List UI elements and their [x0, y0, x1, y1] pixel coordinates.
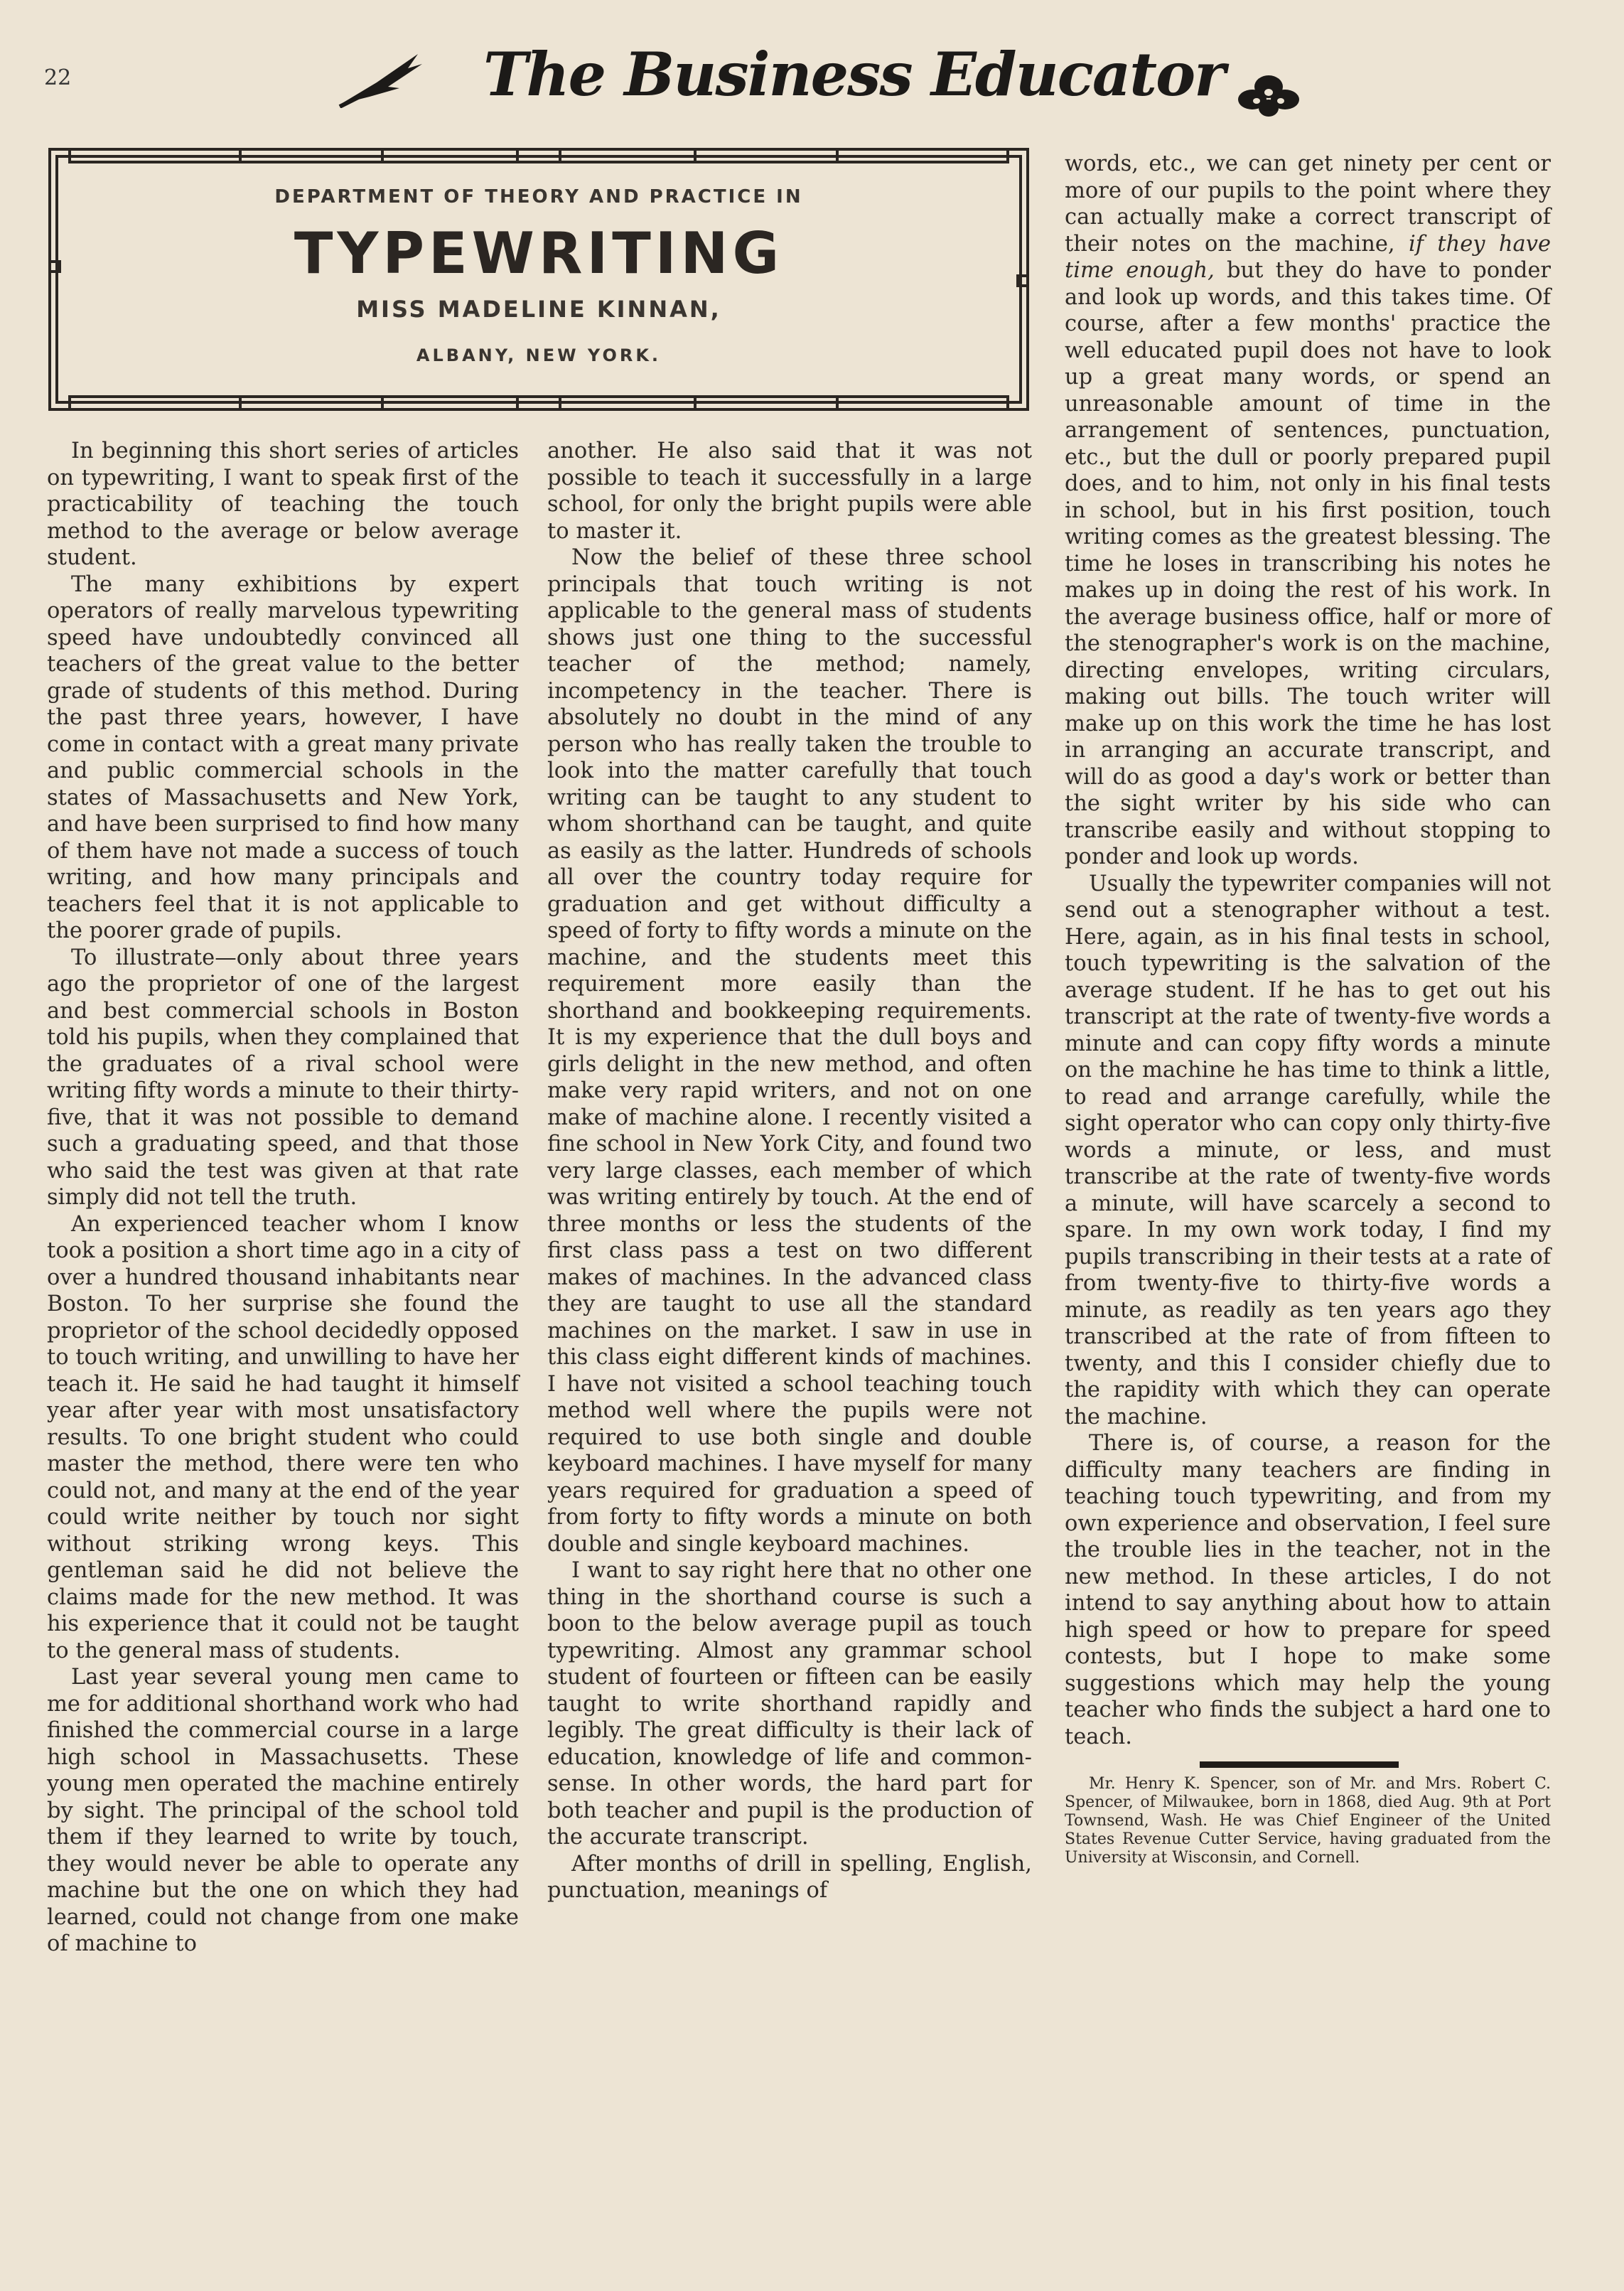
department-label: DEPARTMENT OF THEORY AND PRACTICE IN — [274, 186, 803, 208]
paragraph — [1065, 151, 1551, 871]
paragraph: another. He also said that it was not possible to teach it successfully in a large school, for only the bright pupils were able to master it. — [547, 439, 1032, 544]
paragraph: Usually the typewriter companies will not send out a stenographer without a test. Here, again, as in his final tests in school, touch typewriting is the salvation of the average student. If he has to get out his transcript at the rate of twenty-five words a minute and can copy fifty words a minute on the machine he has time to think a little, to read and arrange carefully, while the sight operator who can copy only thirty-five words a minute, or less, and must transcribe at the rate of twenty-five words a minute, will have scarcely a second to spare. In my own work today, I find my pupils transcribing in their tests at a rate of from twenty-five to thirty-five words a minute, as readily as ten years ago they transcribed at the rate of from fifteen to twenty, and this I consider chiefly due to the rapidity with which they can operate the machine. — [1065, 871, 1551, 1429]
paragraph: Last year several young men came to me for additional shorthand work who had finished the commercial course in a large high school in Massachusetts. These young men operated the machine entirely by sight. The principal of the school told them if they learned to write by touch, they would never be able to operate any machine but the one on which they had learned, could not change from one make of machine to — [47, 1665, 519, 1956]
paragraph: An experienced teacher whom I know took a position a short time ago in a city of over a hundred thousand inhabitants near Boston. To her surprise she found the proprietor of the school decidedly opposed to touch writing, and unwilling to have her teach it. He said he had taught it himself year after year with most unsatisfactory results. To one bright student who could master the method, there were ten who could not, and many at the end of the year could write neither by touch nor sight without striking wrong keys. This gentleman said he did not believe the claims made for the new method. It was his experience that it could not be taught to the general mass of students. — [47, 1211, 520, 1663]
footnote: Mr. Henry K. Spencer, son of Mr. and Mrs. Robert C. Spencer, of Milwaukee, born in 1868, died Aug. 9th at Port Townsend, Wash. He was Chief Engineer of the United States Revenue Cutter Service, having graduated from the University at Wisconsin, and Cornell. — [1065, 1775, 1551, 1867]
author-name: MISS MADELINE KINNAN, — [356, 296, 721, 323]
emphasized-text: if they have time enough, — [1065, 231, 1551, 283]
author-location: ALBANY, NEW YORK. — [416, 345, 662, 365]
divider-rule — [1200, 1761, 1399, 1768]
paragraph-text: but they do have to ponder and look up words, and this takes time. Of course, after a few months' practice the well educated pupil does not have to look up a great many words, or spend an unreasonable amount of time in the arrangement of sentences, punctuation, etc., but the dull or poorly prepared pupil does, and to him, not only in his final tests in school, but in his first position, touch writing comes as the greatest blessing. The time he loses in transcribing his notes he makes up in doing the rest of his work. In the average business office, half or more of the stenographer's work is on the machine, directing envelopes, writing circulars, making out bills. The touch writer will make up on this work the time he has lost in arranging an accurate transcript, and will do as good a day's work or better than the sight writer by his side who can transcribe easily and without stopping to ponder and look up words. — [1065, 258, 1551, 869]
paragraph-text: words, etc., we can get ninety per cent or more of our pupils to the point where they can actually make a correct transcript of their notes on the machine, — [1065, 151, 1551, 257]
paragraph: I want to say right here that no other one thing in the shorthand course is such a boon to the below average pupil as touch typewriting. Almost any grammar school student of fourteen or fifteen can be easily taught to write shorthand rapidly and legibly. The great difficulty is their lack of education, knowledge of life and common-sense. In other words, the hard part for both teacher and pupil is the production of the accurate transcript. — [547, 1558, 1032, 1850]
article-column-1 — [47, 438, 519, 1958]
paragraph: The many exhibitions by expert operators of really marvelous typewriting speed have undoubtedly convinced all teachers of the great value to the better grade of students of this method. During the past three years, however, I have come in contact with a great many private and public commercial schools in the states of Massachusetts and New York, and have been surprised to find how many of them have not made a success of touch writing, and how many principals and teachers feel that it is not applicable to the poorer grade of pupils. — [47, 572, 519, 943]
article-column-2 — [547, 438, 1032, 1904]
paragraph: After months of drill in spelling, English, punctuation, meanings of — [547, 1851, 1032, 1903]
paragraph: To illustrate—only about three years ago the proprietor of one of the largest and best commercial schools in Boston told his pupils, when they complained that the graduates of a rival school were writing fifty words a minute to their thirty-five, that it was not possible to demand such a graduating speed, and that those who said the test was given at that rate simply did not tell the truth. — [47, 945, 519, 1210]
flourish-ornament-icon — [1237, 71, 1301, 121]
page-number: 22 — [44, 65, 72, 90]
paragraph: In beginning this short series of articles on typewriting, I want to speak first of the practicability of teaching the touch method to the average or below average student. — [47, 439, 519, 570]
paragraph: There is, of course, a reason for the difficulty many teachers are finding in teaching touch typewriting, and from my own experience and observation, I feel sure the trouble lies in the teacher, not in the new method. In these articles, I do not intend to say anything about how to attain high speed or how to prepare for speed contests, but I hope to make some suggestions which may help the young teacher who finds the subject a hard one to teach. — [1065, 1431, 1551, 1749]
quill-pen-icon — [338, 51, 424, 108]
department-title: TYPEWRITING — [294, 220, 784, 286]
article-column-3 — [1065, 151, 1551, 1867]
paragraph: Now the belief of these three school principals that touch writing is not applicable to the general mass of students shows just one thing to the successful teacher of the method; namely, incompetency in the teacher. There is absolutely no doubt in the mind of any person who has really taken the trouble to look into the matter carefully that touch writing can be taught to any student to whom shorthand can be taught, and quite as easily as the latter. Hundreds of schools all over the country today require for graduation and get without difficulty a speed of forty to fifty words a minute on the machine, and the students meet this requirement more easily than the shorthand and bookkeeping requirements. It is my experience that the dull boys and girls delight in the new method, and often make very rapid writers, and not on one make of machine alone. I recently visited a fine school in New York City, and found two very large classes, each member of which was writing entirely by touch. At the end of three months or less the students of the first class pass a test on two different makes of machines. In the advanced class they are taught to use all the standard machines on the market. I saw in use in this class eight different kinds of machines. I have not visited a school teaching touch method well where the pupils were not required to use both single and double keyboard machines. I have myself for many years required for graduation a speed of from forty to fifty words a minute on both double and single keyboard machines. — [547, 545, 1032, 1557]
publication-title: The Business Educator — [483, 39, 1225, 109]
